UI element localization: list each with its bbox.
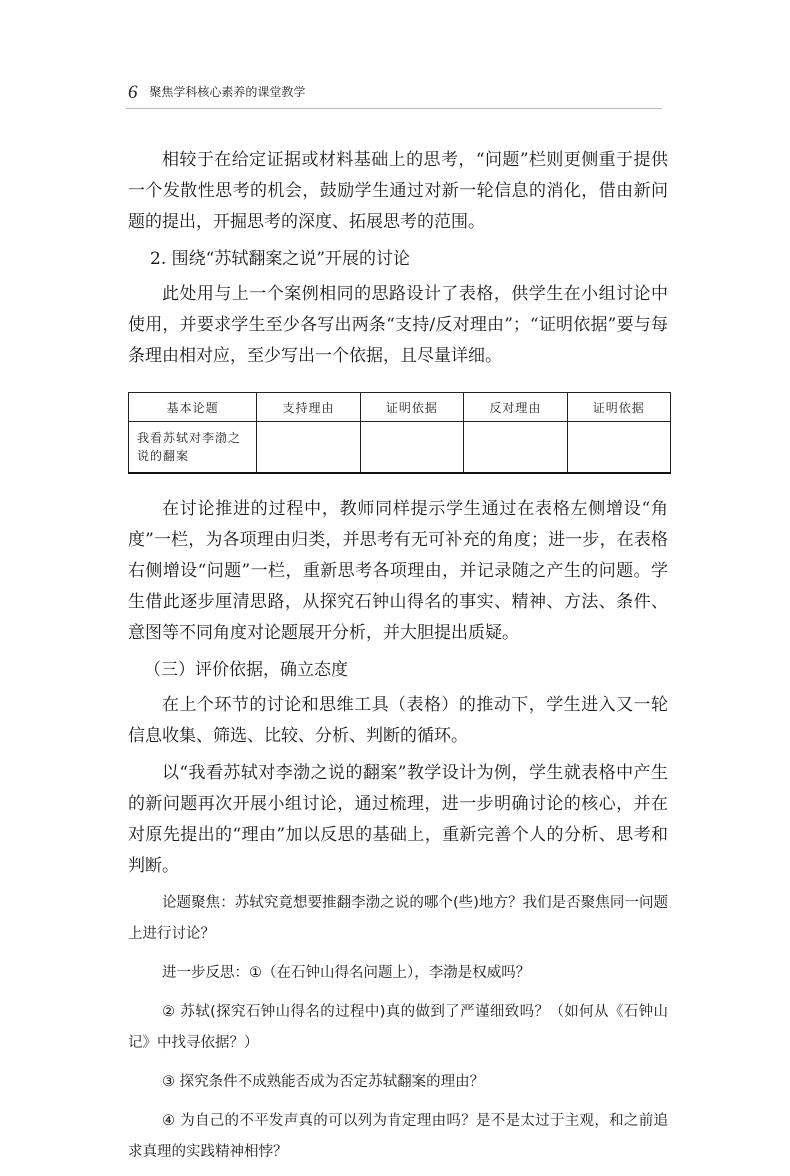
header-rule [126,108,662,109]
table-header-cell: 基本论题 [129,393,257,422]
question-item: 论题聚焦：苏轼究竟想要推翻李渤之说的哪个(些)地方？我们是否聚焦同一问题上进行讨论？ [128,895,668,942]
table-header-cell: 支持理由 [257,393,360,422]
paragraph: 以“我看苏轼对李渤之说的翻案”教学设计为例，学生就表格中产生的新问题再次开展小组讨论，通过梳理，进一步明确讨论的核心，并在对原先提出的“理由”加以反思的基础上，重新完善个人的分析、思考和判断。 [128,763,668,876]
table-cell [567,422,670,474]
question-item: ② 苏轼(探究石钟山得名的过程中)真的做到了严谨细致吗？（如何从《石钟山记》中找寻依据？） [128,1004,668,1051]
running-header [128,82,305,104]
table-header-cell: 证明依据 [567,393,670,422]
table-row [129,422,671,474]
paragraph: 在上个环节的讨论和思维工具（表格）的推动下，学生进入又一轮信息收集、筛选、比较、分析、判断的循环。 [128,695,668,746]
table-cell [360,422,463,474]
question-item: ③ 探究条件不成熟能否成为否定苏轼翻案的理由？ [162,1074,485,1090]
question-item: 进一步反思：①（在石钟山得名问题上），李渤是权威吗？ [162,965,531,981]
book-title: 聚焦学科核心素养的课堂教学 [149,85,306,99]
table-header-row [129,393,671,422]
table-header-cell: 证明依据 [360,393,463,422]
paragraph: 在讨论推进的过程中，教师同样提示学生通过在表格左侧增设“角度”一栏，为各项理由归类，并思考有无可补充的角度；进一步，在表格右侧增设“问题”一栏，重新思考各项理由，并记录随之产生的问题。学生借此逐步厘清思路，从探究石钟山得名的事实、精神、方法、条件、意图等不同角度对论题展开分析，并大胆提出质疑。 [128,499,668,643]
table-cell [257,422,360,474]
paragraph: 此处用与上一个案例相同的思路设计了表格，供学生在小组讨论中使用，并要求学生至少各写出两条“支持/反对理由”；“证明依据”要与每条理由相对应，至少写出一个依据，且尽量详细。 [128,284,668,366]
page-number: 6 [128,82,138,103]
table-cell: 我看苏轼对李渤之说的翻案 [129,422,257,474]
table-cell [464,422,567,474]
page-body [128,145,668,1176]
debate-table [128,392,671,474]
table-header-cell: 反对理由 [464,393,567,422]
section-heading: 2. 围绕“苏轼翻案之说”开展的讨论 [150,249,411,269]
paragraph: 相较于在给定证据或材料基础上的思考，“问题”栏则更侧重于提供一个发散性思考的机会，鼓励学生通过对新一轮信息的消化，借由新问题的提出，开掘思考的深度、拓展思考的范围。 [128,150,668,232]
question-item: ④ 为自己的不平发声真的可以列为肯定理由吗？是不是太过于主观，和之前追求真理的实践精神相悖？ [128,1113,668,1160]
section-heading: （三）评价依据，确立态度 [144,660,348,680]
